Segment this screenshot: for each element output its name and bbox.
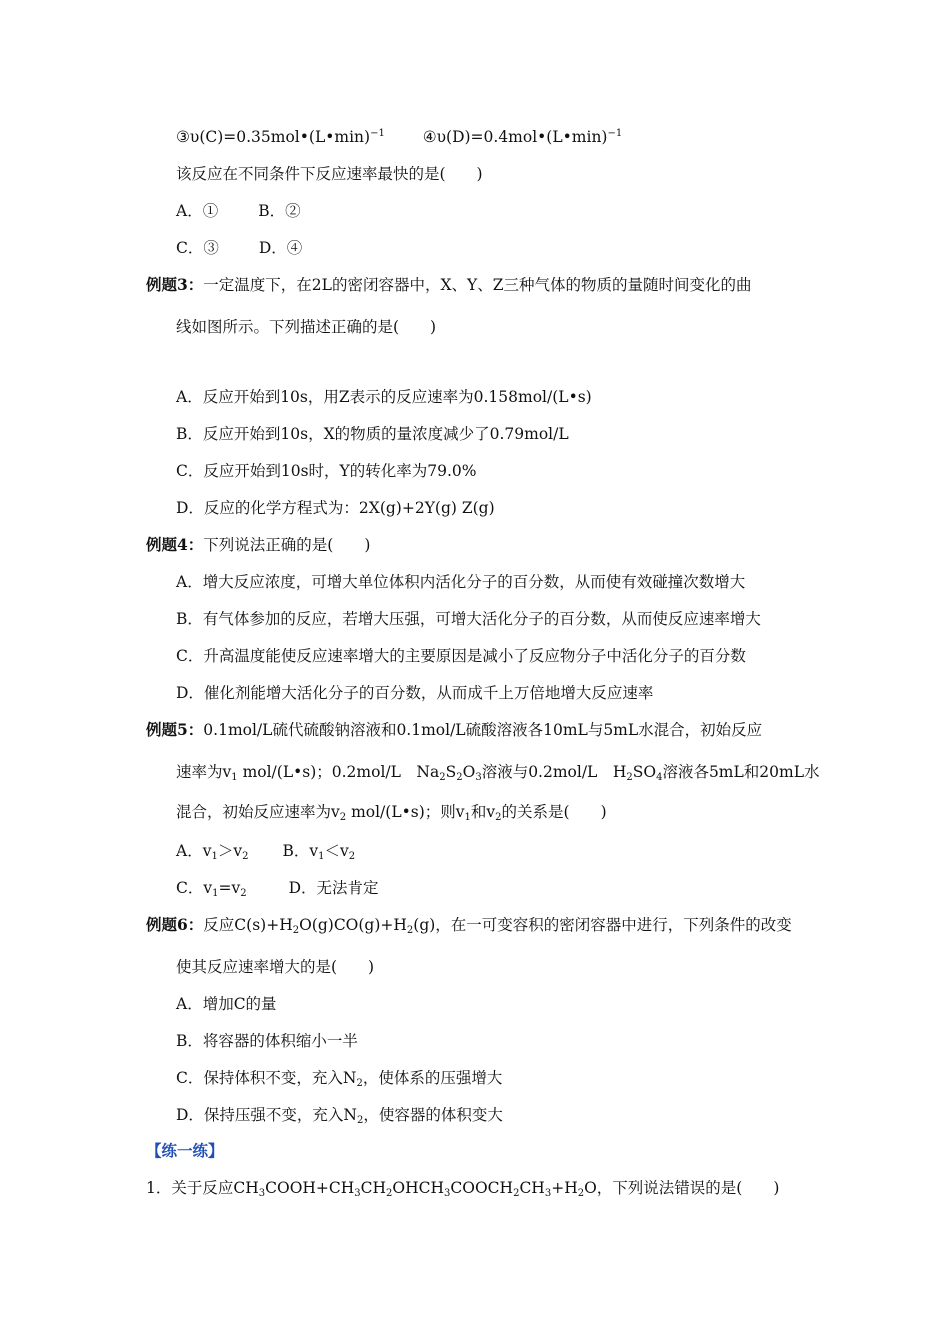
text: ，使体系的压强增大	[362, 1069, 503, 1087]
text: C．保持体积不变，充入N	[176, 1069, 357, 1087]
ex2-options-row	[176, 127, 622, 147]
subscript: 1	[318, 851, 325, 862]
ex6-option-c	[176, 1068, 502, 1088]
choice-a: A．①	[176, 202, 219, 220]
text: O(g)CO(g)+H	[299, 916, 407, 934]
subscript: 3	[354, 1188, 361, 1199]
ex5-stem-line-2	[176, 762, 820, 782]
ex6-option-d	[176, 1105, 503, 1125]
text: =v	[218, 879, 241, 897]
text: mol/(L•s)；则v	[346, 803, 465, 821]
subscript: 3	[544, 1188, 552, 1199]
ex2-option-3: ③υ(C)=0.35mol•(L•min)	[176, 128, 371, 146]
ex5-choice-c	[176, 879, 247, 897]
text: 混合，初始反应速率为v	[176, 803, 340, 821]
subscript: 2	[348, 851, 356, 862]
text: mol/(L•s)；0.2mol/L Na	[237, 763, 440, 781]
subscript: 2	[456, 772, 463, 783]
subscript: 2	[386, 1188, 393, 1199]
ex5-label: 例题5：	[146, 720, 204, 739]
text: O	[462, 763, 476, 781]
ex5-choice-d: D．无法肯定	[288, 879, 379, 897]
text: A．v	[176, 842, 212, 860]
text: CH	[519, 1179, 545, 1197]
text: +H	[551, 1179, 578, 1197]
ex6-stem-line-2: 使其反应速率增大的是( )	[176, 958, 375, 976]
subscript: 2	[495, 812, 502, 823]
ex6-option-b: B．将容器的体积缩小一半	[176, 1032, 358, 1050]
subscript: 2	[406, 925, 414, 936]
ex5-choice-b	[282, 842, 355, 860]
ex3-option-b: B．反应开始到10s，X的物质的量浓度减少了0.79mol/L	[176, 425, 569, 443]
subscript: 2	[292, 925, 300, 936]
subscript: 3	[258, 1188, 266, 1199]
subscript: 2	[339, 812, 347, 823]
text: (g)，在一可变容积的密闭容器中进行，下列条件的改变	[413, 916, 792, 934]
subscript: 2	[626, 772, 633, 783]
text: SO	[632, 763, 657, 781]
ex4-stem	[146, 535, 370, 555]
text: 的关系是( )	[501, 803, 607, 821]
choice-d: D．④	[258, 239, 303, 257]
subscript: 2	[357, 1115, 364, 1126]
ex2-question: 该反应在不同条件下反应速率最快的是( )	[176, 165, 483, 183]
ex2-choices-row-1	[176, 201, 301, 221]
ex3-option-c: C．反应开始到10s时，Y的转化率为79.0%	[176, 462, 477, 480]
text: COOCH	[450, 1179, 514, 1197]
text: O，下列说法错误的是( )	[584, 1179, 780, 1197]
choice-b: B．②	[258, 202, 301, 220]
text: ，使容器的体积变大	[363, 1106, 503, 1124]
ex3-stem-1: 一定温度下，在2L的密闭容器中，X、Y、Z三种气体的物质的量随时间变化的曲	[203, 276, 752, 294]
ex5-stem-line-3	[176, 802, 607, 822]
subscript: 1	[211, 851, 218, 862]
subscript: 2	[513, 1188, 520, 1199]
ex4-label: 例题4：	[146, 535, 204, 554]
text: 1．关于反应CH	[146, 1179, 259, 1197]
subscript: 2	[240, 888, 247, 899]
text: B．v	[282, 842, 319, 860]
text: COOH+CH	[265, 1179, 355, 1197]
ex6-label: 例题6：	[146, 915, 204, 934]
ex4-option-d: D．催化剂能增大活化分子的百分数，从而成千上万倍地增大反应速率	[176, 684, 654, 702]
text: 速率为v	[176, 763, 232, 781]
ex2-option-4: ④υ(D)=0.4mol•(L•min)	[422, 128, 608, 146]
subscript: 4	[656, 772, 663, 783]
ex5-stem-line-1	[146, 720, 762, 740]
ex3-option-a: A．反应开始到10s，用Z表示的反应速率为0.158mol/(L•s)	[176, 388, 592, 406]
ex3-stem-line-1	[146, 275, 752, 295]
text: ＜v	[324, 842, 349, 860]
text: 反应C(s)+H	[203, 916, 293, 934]
ex5-choice-a	[176, 842, 248, 860]
text: OHCH	[392, 1179, 445, 1197]
subscript: 3	[475, 772, 482, 783]
text: D．保持压强不变，充入N	[176, 1106, 357, 1124]
subscript: 3	[444, 1188, 451, 1199]
text: 溶液与0.2mol/L H	[481, 763, 627, 781]
ex3-label: 例题3：	[146, 275, 204, 294]
subscript: 2	[242, 851, 249, 862]
exponent: −1	[370, 128, 385, 139]
ex2-choices-row-2	[176, 238, 302, 258]
practice-question-1	[146, 1178, 779, 1198]
text: S	[445, 763, 457, 781]
text: 溶液各5mL和20mL水	[662, 763, 820, 781]
text: CH	[360, 1179, 387, 1197]
ex3-option-d: D．反应的化学方程式为：2X(g)+2Y(g) Z(g)	[176, 499, 495, 517]
subscript: 1	[212, 888, 219, 899]
text: C．v	[176, 879, 213, 897]
ex5-choices-row-2	[176, 878, 379, 898]
text: 和v	[470, 803, 496, 821]
practice-heading: 【练一练】	[146, 1141, 224, 1160]
subscript: 1	[231, 772, 238, 783]
ex3-stem-line-2: 线如图所示。下列描述正确的是( )	[176, 318, 437, 336]
ex4-option-a: A．增大反应浓度，可增大单位体积内活化分子的百分数，从而使有效碰撞次数增大	[176, 573, 746, 591]
text: ＞v	[217, 842, 243, 860]
choice-c: C．③	[176, 239, 219, 257]
subscript: 2	[356, 1078, 363, 1089]
ex6-stem-line-1	[146, 915, 792, 935]
subscript: 1	[464, 812, 471, 823]
ex6-option-a: A．增加C的量	[176, 995, 277, 1013]
ex4-stem-text: 下列说法正确的是( )	[203, 536, 371, 554]
ex5-choices-row-1	[176, 841, 355, 861]
exponent: −1	[607, 128, 623, 139]
ex4-option-c: C．升高温度能使反应速率增大的主要原因是减小了反应物分子中活化分子的百分数	[176, 647, 746, 665]
subscript: 2	[439, 772, 446, 783]
ex5-stem-1: 0.1mol/L硫代硫酸钠溶液和0.1mol/L硫酸溶液各10mL与5mL水混合，初始反应	[203, 721, 763, 739]
subscript: 2	[577, 1188, 585, 1199]
ex4-option-b: B．有气体参加的反应，若增大压强，可增大活化分子的百分数，从而使反应速率增大	[176, 610, 761, 628]
